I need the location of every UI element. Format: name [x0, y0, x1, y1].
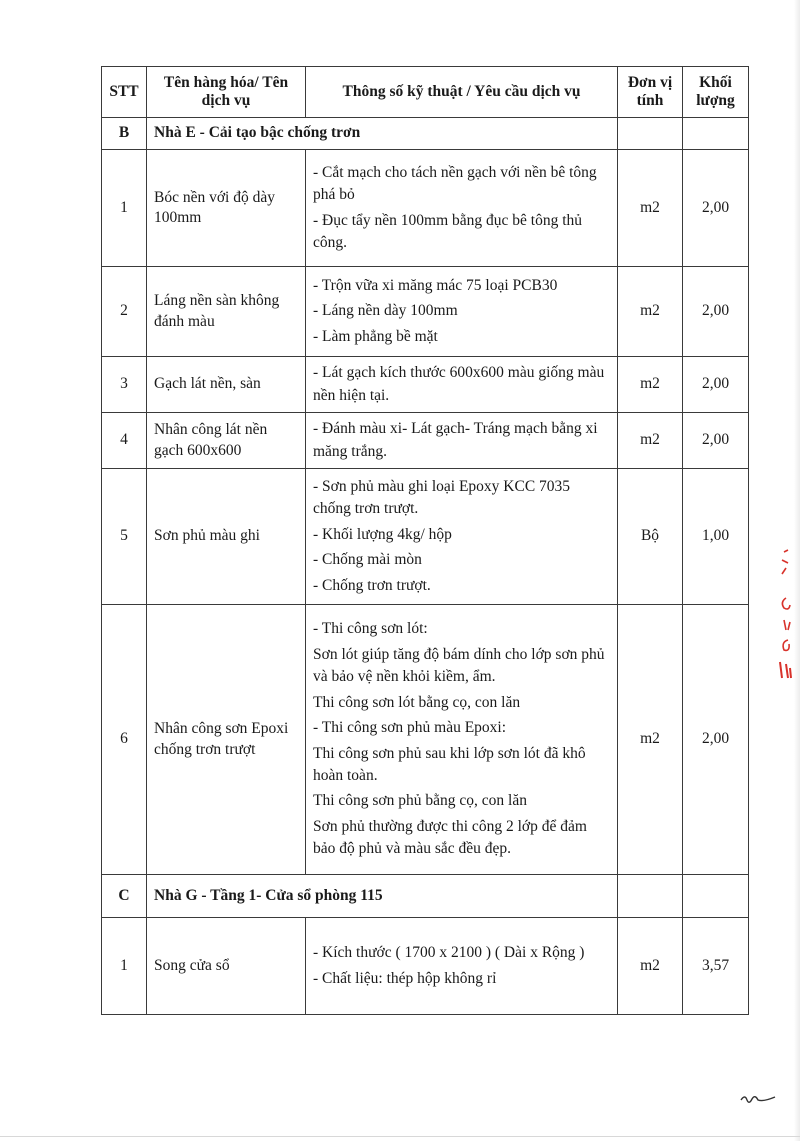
section-code: C: [102, 875, 147, 918]
row-name: Song cửa sổ: [154, 956, 230, 974]
spec-line: - Đục tẩy nền 100mm bằng đục bê tông thủ công.: [313, 211, 583, 251]
spec-line: - Làm phẳng bề mặt: [313, 327, 438, 345]
section-qty-empty: [683, 875, 749, 918]
header-spec: Thông số kỹ thuật / Yêu cầu dịch vụ: [306, 67, 618, 118]
row-name: Láng nền sàn không đánh màu: [154, 292, 280, 330]
spec-line: - Thi công sơn lót:: [313, 620, 428, 638]
table-row: [102, 150, 749, 267]
row-name-cell: [147, 267, 306, 357]
row-stt: 6: [102, 605, 147, 875]
spec-line: - Kích thước ( 1700 x 2100 ) ( Dài x Rộng ): [313, 944, 585, 962]
row-name-cell: [147, 413, 306, 469]
header-qty: Khối lượng: [683, 67, 749, 118]
spec-line: - Thi công sơn phủ màu Epoxi:: [313, 719, 507, 737]
row-name: Nhân công lát nền gạch 600x600: [154, 421, 268, 459]
row-unit: m2: [618, 918, 683, 1015]
spec-line: - Khối lượng 4kg/ hộp: [313, 525, 452, 543]
row-spec-cell: [306, 918, 618, 1015]
spec-line: - Cắt mạch cho tách nền gạch với nền bê tông phá bỏ: [313, 163, 597, 204]
table-row: [102, 469, 749, 605]
table-row: [102, 413, 749, 469]
row-name-cell: [147, 150, 306, 267]
header-stt: STT: [102, 67, 147, 118]
specification-table: [101, 66, 749, 1015]
signature-mark: [738, 1090, 778, 1110]
row-name: Bóc nền với độ dày 100mm: [154, 188, 275, 226]
section-row: [102, 875, 749, 918]
row-stt: 3: [102, 357, 147, 413]
spec-line: Thi công sơn lót bằng cọ, con lăn: [313, 693, 521, 711]
row-spec-cell: [306, 150, 618, 267]
row-stt: 4: [102, 413, 147, 469]
section-qty-empty: [683, 118, 749, 150]
header-name: Tên hàng hóa/ Tên dịch vụ: [147, 67, 306, 118]
section-title: Nhà G - Tầng 1- Cửa sổ phòng 115: [147, 875, 618, 918]
spec-line: - Lát gạch kích thước 600x600 màu giống màu nền hiện tại.: [313, 364, 605, 404]
section-code: B: [102, 118, 147, 150]
row-qty: 2,00: [683, 357, 749, 413]
row-name-cell: [147, 918, 306, 1015]
section-title: Nhà E - Cải tạo bậc chống trơn: [147, 118, 618, 150]
table-row: [102, 267, 749, 357]
spec-line: - Láng nền dày 100mm: [313, 302, 458, 320]
row-spec-cell: [306, 605, 618, 875]
spec-line: Thi công sơn phủ sau khi lớp sơn lót đã khô hoàn toàn.: [313, 744, 586, 784]
spec-line: - Trộn vữa xi măng mác 75 loại PCB30: [313, 276, 558, 294]
page-bottom-edge: [0, 1136, 800, 1137]
spec-line: - Sơn phủ màu ghi loại Epoxy KCC 7035 chống trơn trượt.: [313, 477, 571, 518]
red-stamp-mark: [766, 540, 796, 690]
table-row: [102, 357, 749, 413]
spec-line: - Chống mài mòn: [313, 551, 422, 569]
row-name: Nhân công sơn Epoxi chống trơn trượt: [154, 720, 289, 758]
row-qty: 2,00: [683, 605, 749, 875]
table-row: [102, 918, 749, 1015]
section-unit-empty: [618, 875, 683, 918]
spec-line: - Chất liệu: thép hộp không rỉ: [313, 969, 497, 987]
row-unit: m2: [618, 413, 683, 469]
row-qty: 2,00: [683, 150, 749, 267]
section-unit-empty: [618, 118, 683, 150]
spec-line: Sơn lót giúp tăng độ bám dính cho lớp sơn phủ và bảo vệ nền khỏi kiềm, ẩm.: [313, 645, 605, 686]
row-name-cell: [147, 605, 306, 875]
row-qty: 2,00: [683, 413, 749, 469]
spec-line: Sơn phủ thường được thi công 2 lớp để đảm bảo độ phủ và màu sắc đều đẹp.: [313, 817, 587, 858]
row-name: Sơn phủ màu ghi: [154, 527, 260, 545]
row-unit: m2: [618, 150, 683, 267]
spec-line: Thi công sơn phủ bằng cọ, con lăn: [313, 792, 527, 810]
table-body: [102, 118, 749, 1015]
row-stt: 5: [102, 469, 147, 605]
row-stt: 1: [102, 150, 147, 267]
row-qty: 3,57: [683, 918, 749, 1015]
row-spec-cell: [306, 469, 618, 605]
row-spec-cell: [306, 267, 618, 357]
table-row: [102, 605, 749, 875]
row-name: Gạch lát nền, sàn: [154, 375, 261, 393]
row-qty: 2,00: [683, 267, 749, 357]
row-stt: 1: [102, 918, 147, 1015]
row-name-cell: [147, 357, 306, 413]
row-unit: m2: [618, 605, 683, 875]
row-spec-cell: [306, 413, 618, 469]
row-name-cell: [147, 469, 306, 605]
spec-line: - Đánh màu xi- Lát gạch- Tráng mạch bằng xi măng trắng.: [313, 420, 598, 460]
row-unit: m2: [618, 357, 683, 413]
header-unit: Đơn vị tính: [618, 67, 683, 118]
row-unit: m2: [618, 267, 683, 357]
row-stt: 2: [102, 267, 147, 357]
row-unit: Bộ: [618, 469, 683, 605]
spec-line: - Chống trơn trượt.: [313, 576, 431, 594]
row-qty: 1,00: [683, 469, 749, 605]
table-header-row: [102, 67, 749, 118]
section-row: [102, 118, 749, 150]
row-spec-cell: [306, 357, 618, 413]
